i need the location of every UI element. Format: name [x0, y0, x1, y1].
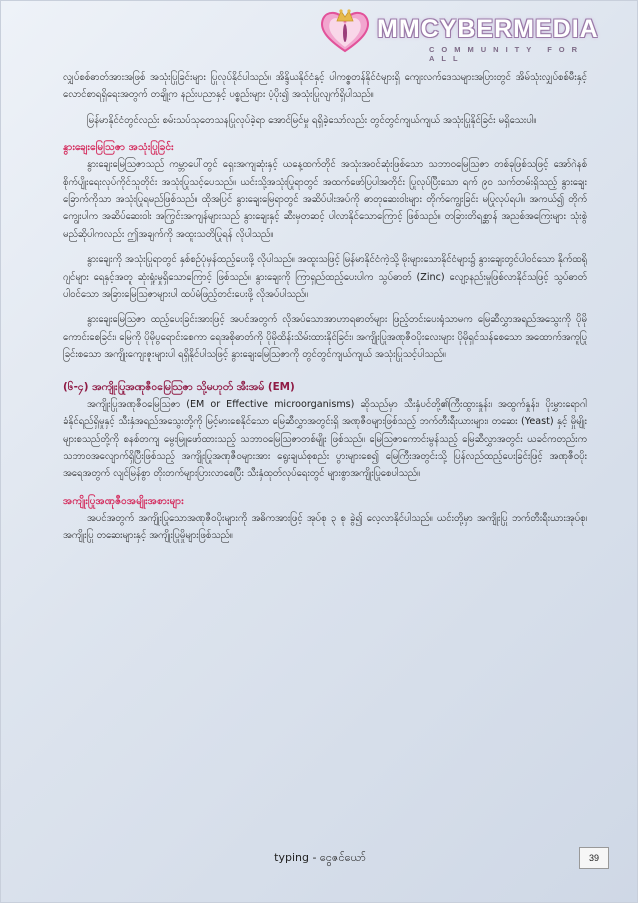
butterfly-heart-icon — [317, 7, 373, 55]
page-header — [1, 1, 638, 63]
intro-paragraph-2: မြန်မာနိုင်ငံတွင်လည်း စမ်းသပ်သုတေသနပြုလုပ်ခဲ့ရာ အောင်မြင်မှု ရရှိခဲ့သော်လည်း တွင်တွင်ကျယ်ကျယ် အသုံးပြုနိုင်ခြင်း မရှိသေးပါ။ — [87, 114, 537, 126]
em-paragraph-1: အကျိုးပြုအဏုဇီဝမြေသြဇာ (EM or Effective microorganisms) ဆိုသည်မှာ သီးနှံပင်တို့၏ကြီးထွားနှုန်း၊ အထွက်နှုန်း၊ ပိုးမွှားရောဂါ ခံနိုင်ရည်ရှိမှုနှင့် သီးနှံအရည်အသွေးတို့ကို မြင့်မားစေနိုင်သော မြေဆီလွှာအတွင်းရှိ အဏုဇီဝများဖြစ်သည့် ဘက်တီးရီးယားများ၊ တဆေး (Yeast) နှင့် မှိုမျိုးများစသည်တို့ကို စနစ်တကျ မွေးမြူဖော်ထားသည့် သဘာဝမြေသြဇာတစ်မျိုး ဖြစ်သည်။ မြေသြဇာကောင်းမွန်သည့် မြေဆီလွှာအတွင်း ယခင်ကတည်းက သဘာဝအလျောက်ရှိပြီးဖြစ်သည့် အကျိုးပြုအဏုဇီဝများအား ရွေးချယ်စုစည်း ပွားများစေ၍ မြေကြီးအတွင်းသို့ ပြန်လည်ထည့်ပေးခြင်းဖြင့် အဏုဇီဝပိုးအရေအတွက် လျင်မြန်စွာ တိုးတက်များပြားလာစေပြီး သီးနှံထုတ်လုပ်ရေးတွင် များစွာအကျိုးပြုစေပါသည်။ — [63, 398, 587, 480]
typing-credit: typing - ငွေဇင်ယော် — [274, 851, 366, 864]
mmcybermedia-logo — [317, 7, 617, 63]
page-number: 39 — [579, 847, 609, 869]
section-heading-em: (၆-၄) အကျိုးပြုအဏုဇီဝမြေသြဇာ သို့မဟုတ် အီးအမ် (EM) — [63, 380, 295, 393]
section-heading-cow-dung-fertilizer: နွားချေးမြေသြဇာ အသုံးပြုခြင်း — [63, 142, 174, 154]
cow-dung-paragraph-3: နွားချေးမြေသြဇာ ထည့်ပေးခြင်းအားဖြင့် အပင်အတွက် လိုအပ်သောအာဟာရဓာတ်များ ဖြည့်တင်းပေးရုံသာမက မြေဆီလွှာအရည်အသွေးကို ပိုမိုကောင်းစေခြင်း၊ မြေကို ပိုမိုပွရောင်းစေကာ ရေအစိုဓာတ်ကို ပိုမိုထိန်းသိမ်းထားနိုင်ခြင်း၊ အကျိုးပြုအဏုဇီဝပိုးလေးများ ပိုမိုရှင်သန်စေသော အထောက်အကူပြုခြင်းစသော အကျိုးကျေးဇူးများပါ ရရှိနိုင်ပါသဖြင့် နွားချေးမြေသြဇာကို တွင်တွင်ကျယ်ကျယ် အသုံးပြုသင့်ပါသည်။ — [63, 314, 587, 361]
intro-paragraph-1: လျှပ်စစ်ဓာတ်အားအဖြစ် အသုံးပြုခြင်းများ ပြုလုပ်နိုင်ပါသည်။ အိန္ဒိယနိုင်ငံနှင့် ပါကစ္စတန်နိုင်ငံများရှိ ကျေးလက်ဒေသများအပြားတွင် အိမ်သုံးလျှပ်စစ်မီးနှင့် လောင်စာရရှိရေးအတွက် တချို့က နည်းပညာနှင့် ပစ္စည်းများ ပံ့ပိုး၍ အသုံးပြုလျက်ရှိပါသည်။ — [63, 72, 587, 101]
logo-subtitle: COMMUNITY FOR ALL — [429, 45, 585, 63]
cow-dung-paragraph-2: နွားချေးကို အသုံးပြုရာတွင် နှစ်စဉ်ပုံမှန်ထည့်ပေးဖို့ လိုပါသည်။ အထူးသဖြင့် မြန်မာနိုင်ငံကဲ့သို့ မိုးများသောနိုင်ငံများ၌ နွားချေးတွင်ပါဝင်သော နိုက်ထရိုဂျင်များ ရေနှင့်အတူ ဆုံးရှုံးမှုရှိသောကြောင့် ဖြစ်သည်။ နွားချေးကို ကြာရှည်ထည့်ပေးပါက သွပ်ဓာတ် (Zinc) လျော့နည်းမှုဖြစ်လာနိုင်သဖြင့် သွပ်ဓာတ်ပါဝင်သော အခြားမြေသြဇာများပါ ထပ်မံဖြည့်တင်းပေးဖို့ လိုအပ်ပါသည်။ — [63, 254, 587, 301]
microbe-types-paragraph-1: အပင်အတွက် အကျိုးပြုသောအဏုဇီဝပိုးများကို အဓိကအားဖြင့် အုပ်စု ၃ စု ခွဲ၍ လေ့လာနိုင်ပါသည်။ ယင်းတို့မှာ အကျိုးပြု ဘက်တီးရီးယားအုပ်စု၊ အကျိုးပြု တဆေးများနှင့် အကျိုးပြုမှိုများဖြစ်သည်။ — [63, 512, 587, 542]
cow-dung-paragraph-1: နွားချေးမြေသြဇာသည် ကမ္ဘာပေါ်တွင် ရှေးအကျဆုံးနှင့် ယနေ့ထက်တိုင် အသုံးအဝင်ဆုံးဖြစ်သော သဘာဝမြေသြဇာ တစ်ခုဖြစ်သဖြင့် အော်ဂဲနစ်စိုက်ပျိုးရေးလုပ်ကိုင်သူတိုင်း အသုံးပြုသင့်ပေသည်။ ယင်းသို့အသုံးပြုရာတွင် အထက်ဖော်ပြပါအတိုင်း ပြုလုပ်ပြီးသော ရက် ၉၀ သက်တမ်းရှိသည့် နွားချေးခြောက်ကိုသာ အသုံးပြုရမည်ဖြစ်သည်။ ထိုအပြင် နွားချေးမြေရာတွင် အဆိပ်ပါးအပ်ကို ဓာတုဆေးဝါးများ တိုက်ကျွေးခြင်း မပြုလုပ်ရပါ။ အကယ်၍ တိုက်ကျွေးပါက အဆိပ်ဆေးဝါး အကြွင်းအကျန်များသည် နွားချေးနှင့် ဆီးမှတဆင့် ပါလာနိုင်သောကြောင့် ဖြစ်သည်။ တခြားတိရစ္ဆာန် အညစ်အကြေးများ သုံးစွဲမည်ဆိုပါကလည်း ဤအချက်ကို အထူးသတိပြုရန် လိုပါသည်။ — [63, 159, 587, 240]
logo-title: MMCYBERMEDIA — [377, 15, 599, 43]
document-body — [63, 69, 587, 553]
section-heading-microbe-types: အကျိုးပြုအဏုဇီဝအမျိုးအစားများ — [63, 495, 184, 507]
